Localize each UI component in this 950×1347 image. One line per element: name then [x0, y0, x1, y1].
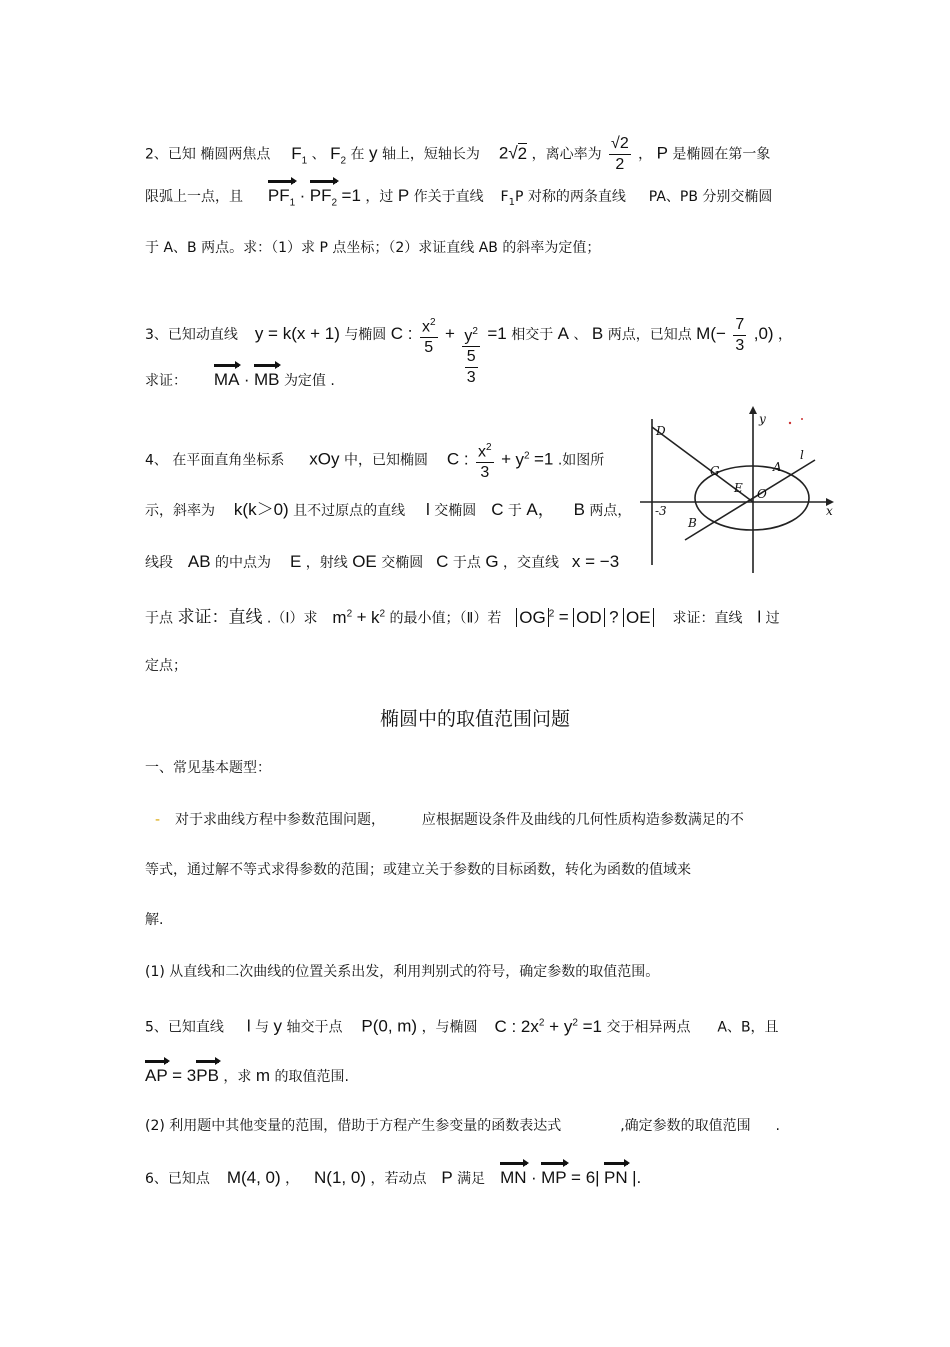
label-d: D: [656, 424, 666, 438]
section-1-title: 一、常见基本题型：: [145, 760, 271, 776]
problem-4-line-5: 定点；: [145, 658, 187, 674]
section-heading: 椭圆中的取值范围问题: [379, 708, 570, 730]
section-1-para-line-3: 解.: [145, 912, 164, 928]
problem-4-line-2: [145, 500, 631, 521]
stray-mark: [801, 418, 803, 420]
lines-pa-pb: PA、PB: [648, 189, 698, 205]
ellipse-c-label: C :: [446, 449, 469, 469]
y-squared: $y^2$: [515, 449, 530, 469]
vector-pf1: $PF_1$: [268, 186, 295, 213]
product-sign: ?: [609, 607, 619, 627]
line-x-neg3: x = −3: [571, 552, 620, 571]
label-o: O: [757, 487, 767, 501]
dot: ·: [243, 370, 250, 389]
vector-ap: AP: [145, 1066, 168, 1085]
ellipse-figure: [640, 405, 845, 575]
equals-one: =1: [487, 324, 507, 344]
label-l: l: [800, 448, 804, 462]
text: 交于相异两点: [606, 1019, 691, 1036]
text: 交椭圆: [381, 555, 424, 571]
fraction-y2-over-5-3: $y^2$ 5 3: [462, 322, 480, 388]
y-axis-arrow: [749, 406, 757, 414]
text: ，过: [365, 189, 394, 205]
vector-mb: MB: [253, 370, 280, 389]
focus-f1: $F_1$: [291, 143, 308, 166]
point-p: P(0, m): [361, 1016, 418, 1036]
text: 为定值 .: [283, 373, 335, 389]
text: 求证：: [145, 373, 187, 389]
text: 、: [311, 146, 326, 163]
point-m-end: ,0): [753, 324, 774, 344]
equals-six: = 6|: [571, 1168, 600, 1187]
label-y: y: [759, 412, 766, 426]
label-x: x: [826, 504, 833, 518]
line-l: l: [757, 607, 762, 627]
text: 对称的两条直线: [527, 189, 626, 205]
point-g: G: [485, 552, 499, 571]
section-1-para-line-1: [155, 810, 744, 830]
text: 应根据题设条件及曲线的几何性质构造参数满足的不: [421, 812, 744, 828]
text: ，: [638, 146, 653, 163]
text: ,确定参数的取值范围: [620, 1118, 751, 1134]
equals-one: =1: [533, 449, 554, 469]
vector-mn: MN: [500, 1168, 527, 1187]
line-equation: y = k(x + 1): [254, 324, 340, 344]
text: ，: [285, 1171, 300, 1187]
xoy: xOy: [309, 449, 340, 469]
plus: +: [444, 324, 455, 344]
text: 于: [507, 503, 522, 519]
text: 于点: [145, 610, 173, 627]
text: 中，已知椭圆: [343, 452, 428, 469]
text: ，交直线: [503, 555, 559, 571]
text: 6、已知点: [145, 1171, 210, 1187]
line-f1p: $F_1P$: [500, 189, 524, 208]
vector-mp: MP: [541, 1168, 567, 1187]
point-d: 求证：直线: [177, 607, 263, 627]
text: ，离心率为: [531, 146, 602, 163]
text: 、: [573, 327, 588, 344]
ellipse-c-label: C :: [390, 324, 413, 344]
slope-k: k(k＞0): [233, 500, 289, 519]
text: 与椭圆: [344, 327, 387, 344]
equals-one: =1: [341, 186, 361, 205]
eccentricity-fraction: $\frac{√2}{2}$: [611, 135, 629, 173]
text: 与: [255, 1019, 270, 1036]
text: 轴上，短轴长为: [381, 146, 480, 163]
text: 且不过原点的直线: [293, 503, 406, 519]
problem-5-line-1: [145, 1013, 779, 1038]
text: 2、已知 椭圆两焦点: [145, 146, 271, 163]
problem-2-line-3: 于 A、B 两点。求：（1）求 P 点坐标；（2）求证直线 AB 的斜率为定值；: [145, 240, 601, 256]
m-squared: $m^2$: [332, 607, 353, 627]
var-y: y: [273, 1016, 283, 1036]
text: 4、 在平面直角坐标系: [145, 452, 285, 469]
ellipse-c: C: [491, 500, 504, 519]
k-squared: $k^2$: [370, 607, 386, 627]
point-b: B: [573, 500, 585, 519]
text: 轴交于点: [286, 1019, 343, 1036]
text: 5、已知直线: [145, 1019, 224, 1036]
vector-ma: MA: [213, 370, 240, 389]
section-1-para-line-2: 等式，通过解不等式求得参数的范围；或建立关于参数的目标函数，转化为函数的值域来: [145, 862, 691, 878]
text: 线段: [145, 555, 173, 571]
text: 的中点为: [215, 555, 272, 571]
text: 作关于直线: [413, 189, 484, 205]
problem-4-line-4: [145, 604, 780, 629]
text: 3、已知动直线: [145, 327, 238, 344]
line-l: l: [246, 1016, 251, 1036]
point-b: B: [591, 324, 604, 344]
vector-pn: PN: [604, 1168, 628, 1187]
label-a: A: [773, 460, 782, 474]
text: ，求: [223, 1069, 252, 1085]
text: 过: [765, 610, 780, 627]
fraction-x2-over-3: $\frac{x^2}{3}$: [476, 438, 494, 483]
label-neg3: -3: [655, 504, 667, 518]
abs-og-squared: OG $^2$: [516, 608, 554, 627]
ellipse-equation: C : $2x^2 + y^2 =1$: [494, 1016, 603, 1036]
problem-5-line-2: [145, 1066, 349, 1087]
text: 两点，: [589, 503, 632, 519]
equals-three: = 3: [172, 1066, 197, 1085]
dot: ·: [299, 186, 306, 205]
stray-mark: [789, 422, 791, 424]
vector-pb: PB: [196, 1066, 219, 1085]
text: 的最小值；（Ⅱ）若: [389, 610, 502, 627]
label-g: G: [710, 464, 720, 478]
text: ，与椭圆: [421, 1019, 478, 1036]
text: 相交于: [511, 327, 554, 344]
dot: ·: [530, 1168, 537, 1187]
var-p: P: [397, 186, 410, 205]
text: 两点，已知点: [607, 327, 692, 344]
abs-close: |.: [632, 1168, 642, 1187]
problem-4-line-1: [145, 438, 604, 483]
line-l: [685, 460, 815, 540]
var-p: P: [656, 143, 668, 163]
text: 分别交椭圆: [702, 189, 773, 205]
point-m: M(−: [696, 324, 726, 344]
var-m: m: [255, 1066, 271, 1085]
line-l: l: [426, 500, 430, 519]
problem-2-line-1: [145, 134, 770, 175]
text: 是椭圆在第一象: [672, 146, 771, 163]
text: 的取值范围.: [274, 1069, 349, 1085]
label-e: E: [734, 481, 743, 495]
equals: =: [558, 607, 569, 627]
text: ，射线: [305, 555, 348, 571]
text: (2) 利用题中其他变量的范围，借助于方程产生参变量的函数表达式: [145, 1118, 562, 1134]
text: 满足: [457, 1171, 486, 1187]
text: ，若动点: [370, 1171, 427, 1187]
abs-od: OD: [573, 608, 605, 627]
problem-2-line-2: [145, 186, 772, 213]
problem-6-line-1: [145, 1168, 641, 1189]
text: .: [775, 1118, 780, 1134]
problem-3-line-2: [145, 370, 335, 391]
ray-oe: OE: [352, 552, 377, 571]
text: 于点: [452, 555, 481, 571]
point-n: N(1, 0): [314, 1168, 366, 1187]
label-b: B: [688, 516, 697, 530]
text: 示，斜率为: [145, 503, 215, 519]
text: 在: [350, 146, 365, 163]
text: A、B，且: [717, 1019, 779, 1036]
problem-4-line-3: [145, 552, 619, 573]
text: .如图所: [557, 452, 605, 469]
point-a: A，: [526, 500, 555, 519]
focus-f2: $F_2$: [330, 143, 347, 166]
section-1-item-1: (1) 从直线和二次曲线的位置关系出发，利用判别式的符号，确定参数的取值范围。: [145, 964, 660, 980]
short-axis-value: 2√2: [498, 143, 528, 163]
point-a: A: [557, 324, 570, 344]
text: .（Ⅰ）求: [266, 610, 318, 627]
ellipse-c: C: [436, 552, 449, 571]
bullet-mark: -: [155, 812, 161, 828]
section-1-item-2: [145, 1116, 780, 1136]
text: 对于求曲线方程中参数范围问题，: [174, 812, 385, 828]
fraction-x2-over-5: $\frac{x^2}{5}$: [420, 313, 438, 358]
fraction-7-over-3: $\frac{7}{3}$: [735, 315, 745, 354]
plus: +: [501, 449, 511, 469]
text: 求证：直线: [672, 610, 743, 627]
plus: +: [356, 607, 367, 627]
point-m: M(4, 0): [226, 1168, 281, 1187]
text: 限弧上一点，且: [145, 189, 243, 205]
var-y: y: [368, 143, 378, 163]
text: ，: [778, 327, 793, 344]
segment-ab: AB: [187, 552, 211, 571]
abs-oe: OE: [623, 608, 654, 627]
point-e: E: [289, 552, 302, 571]
point-p: P: [441, 1168, 453, 1187]
text: 交椭圆: [434, 503, 477, 519]
vector-pf2: $PF_2$: [310, 186, 337, 213]
